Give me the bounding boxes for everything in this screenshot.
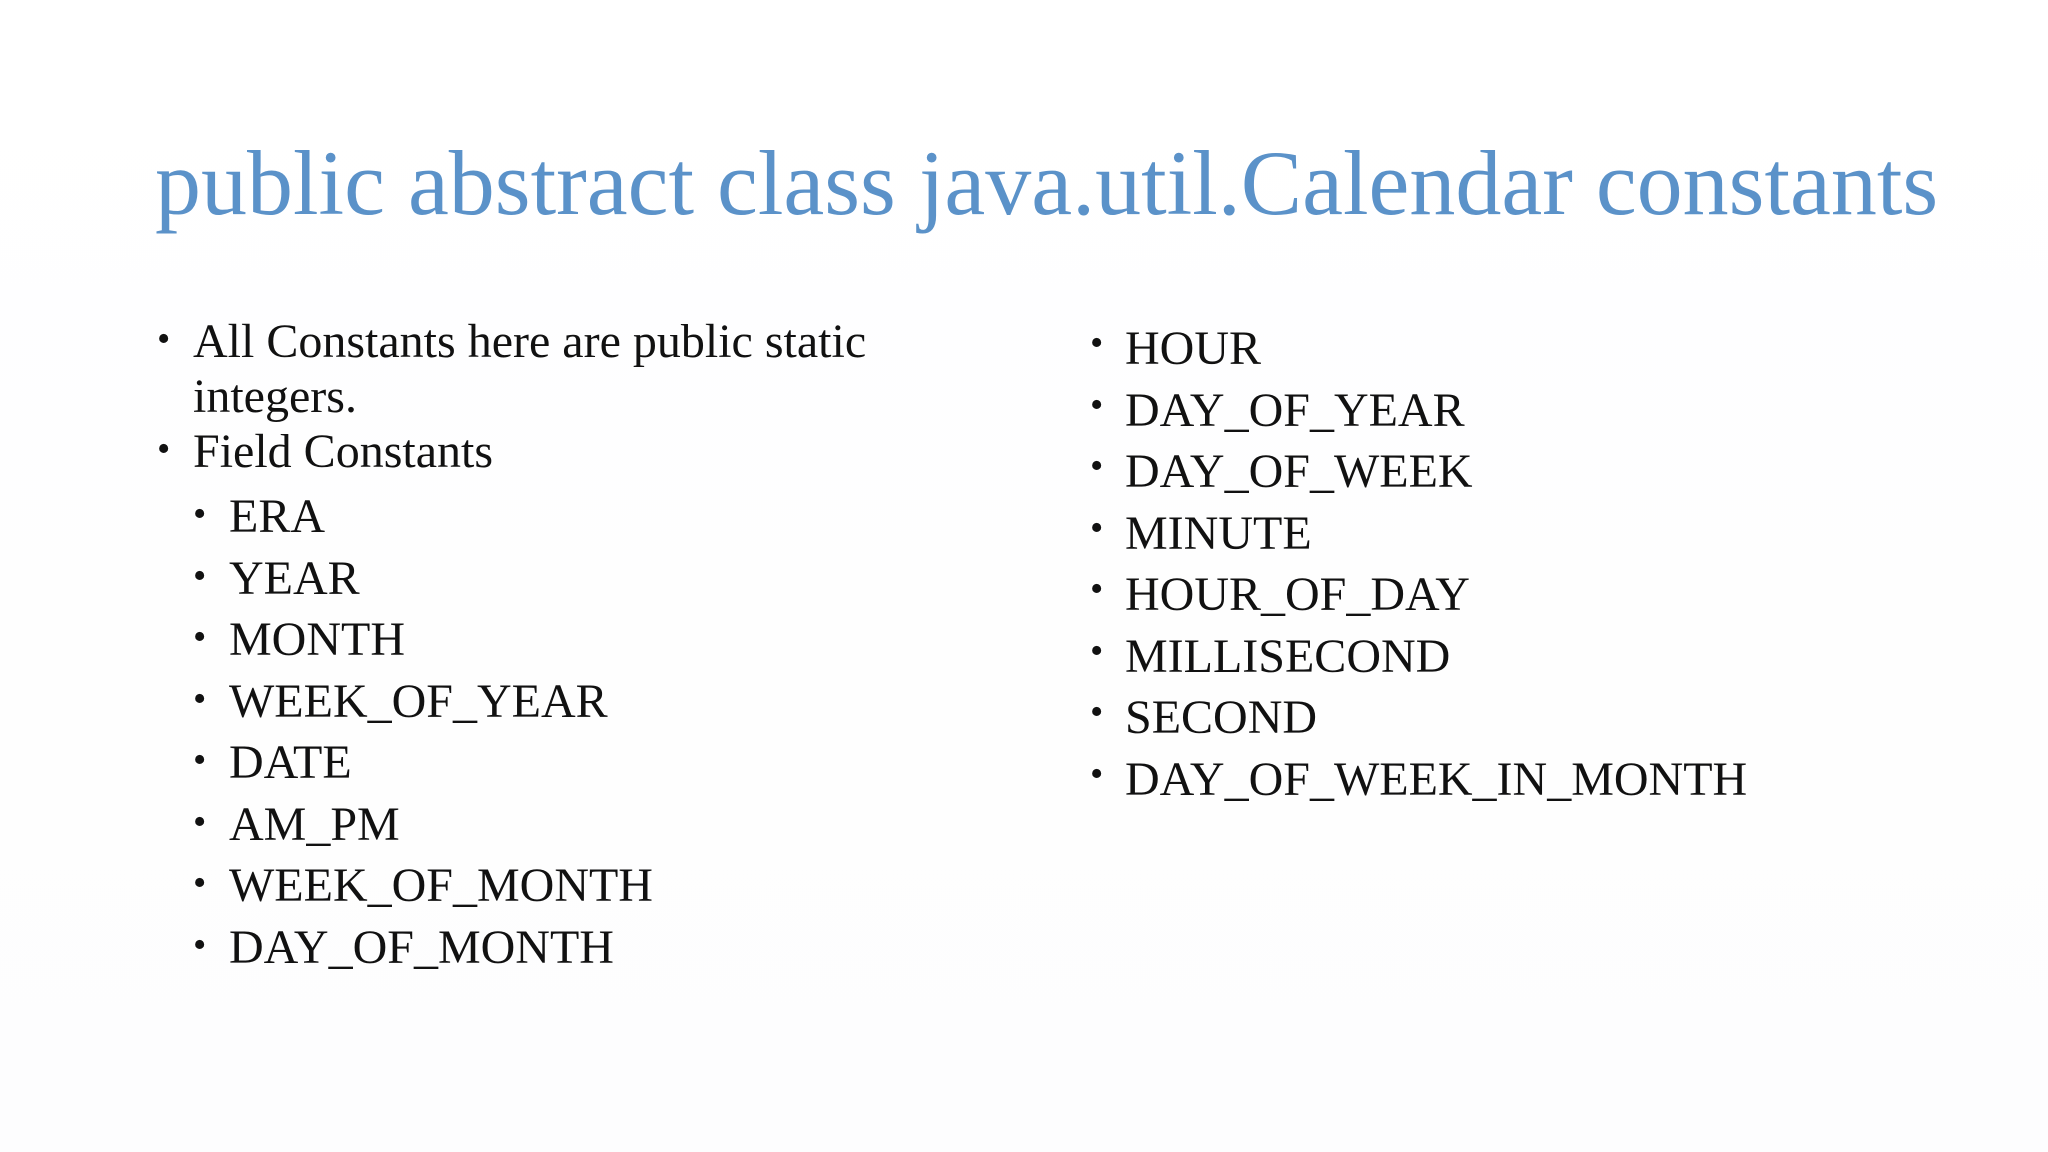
list-item xyxy=(1090,749,1990,811)
bullet-icon: • xyxy=(1090,506,1104,549)
bullet-icon: • xyxy=(193,493,207,535)
constant-label: MILLISECOND xyxy=(1125,629,1451,683)
constant-label: HOUR xyxy=(1125,322,1262,375)
list-item xyxy=(1090,503,1990,565)
spacer xyxy=(155,480,915,484)
list-item xyxy=(155,858,915,915)
constant-label: SECOND xyxy=(1125,691,1318,744)
list-item xyxy=(155,797,915,854)
constant-label: ERA xyxy=(229,490,325,543)
constant-label: HOUR_OF_DAY xyxy=(1125,568,1470,621)
intro-text: All Constants here are public static integers. xyxy=(193,315,867,423)
list-item xyxy=(155,551,915,608)
constant-label: DAY_OF_MONTH xyxy=(229,920,614,974)
constant-label: AM_PM xyxy=(229,797,400,851)
intro-bullet xyxy=(155,314,915,424)
list-item xyxy=(1090,441,1990,503)
bullet-icon: • xyxy=(193,739,207,781)
bullet-icon: • xyxy=(157,428,171,470)
list-item xyxy=(1090,380,1990,442)
constant-label: DAY_OF_YEAR xyxy=(1125,383,1465,437)
bullet-icon: • xyxy=(1090,322,1104,364)
bullet-icon: • xyxy=(1090,629,1104,672)
right-bullet-list xyxy=(1090,318,1990,810)
bullet-icon: • xyxy=(193,923,207,966)
list-item xyxy=(1090,564,1990,626)
bullet-icon: • xyxy=(193,677,207,720)
constant-label: MINUTE xyxy=(1125,506,1312,560)
list-item xyxy=(155,735,915,792)
bullet-icon: • xyxy=(1090,691,1104,733)
left-bullet-list xyxy=(155,314,915,976)
list-item xyxy=(1090,626,1990,688)
constant-label: DAY_OF_WEEK xyxy=(1125,445,1473,498)
constant-label: WEEK_OF_YEAR xyxy=(229,674,608,728)
bullet-icon: • xyxy=(157,318,171,360)
bullet-icon: • xyxy=(193,800,207,843)
slide-title: public abstract class java.util.Calendar constants xyxy=(155,132,1939,234)
bullet-icon: • xyxy=(193,862,207,904)
bullet-icon: • xyxy=(1090,445,1104,487)
constant-label: MONTH xyxy=(229,613,405,666)
list-item xyxy=(1090,318,1990,380)
list-item xyxy=(155,920,915,977)
bullet-icon: • xyxy=(193,554,207,597)
list-item xyxy=(1090,687,1990,749)
bullet-icon: • xyxy=(1090,752,1104,795)
constant-label: WEEK_OF_MONTH xyxy=(229,859,653,912)
constant-label: DAY_OF_WEEK_IN_MONTH xyxy=(1125,752,1748,806)
constant-label: DATE xyxy=(229,736,352,789)
list-item xyxy=(155,489,915,546)
bullet-icon: • xyxy=(193,616,207,658)
field-constants-bullet xyxy=(155,424,915,480)
bullet-icon: • xyxy=(1090,383,1104,426)
bullet-icon: • xyxy=(1090,568,1104,610)
list-item xyxy=(155,612,915,669)
constant-label: YEAR xyxy=(229,551,360,605)
field-constants-heading: Field Constants xyxy=(193,425,494,478)
list-item xyxy=(155,674,915,731)
